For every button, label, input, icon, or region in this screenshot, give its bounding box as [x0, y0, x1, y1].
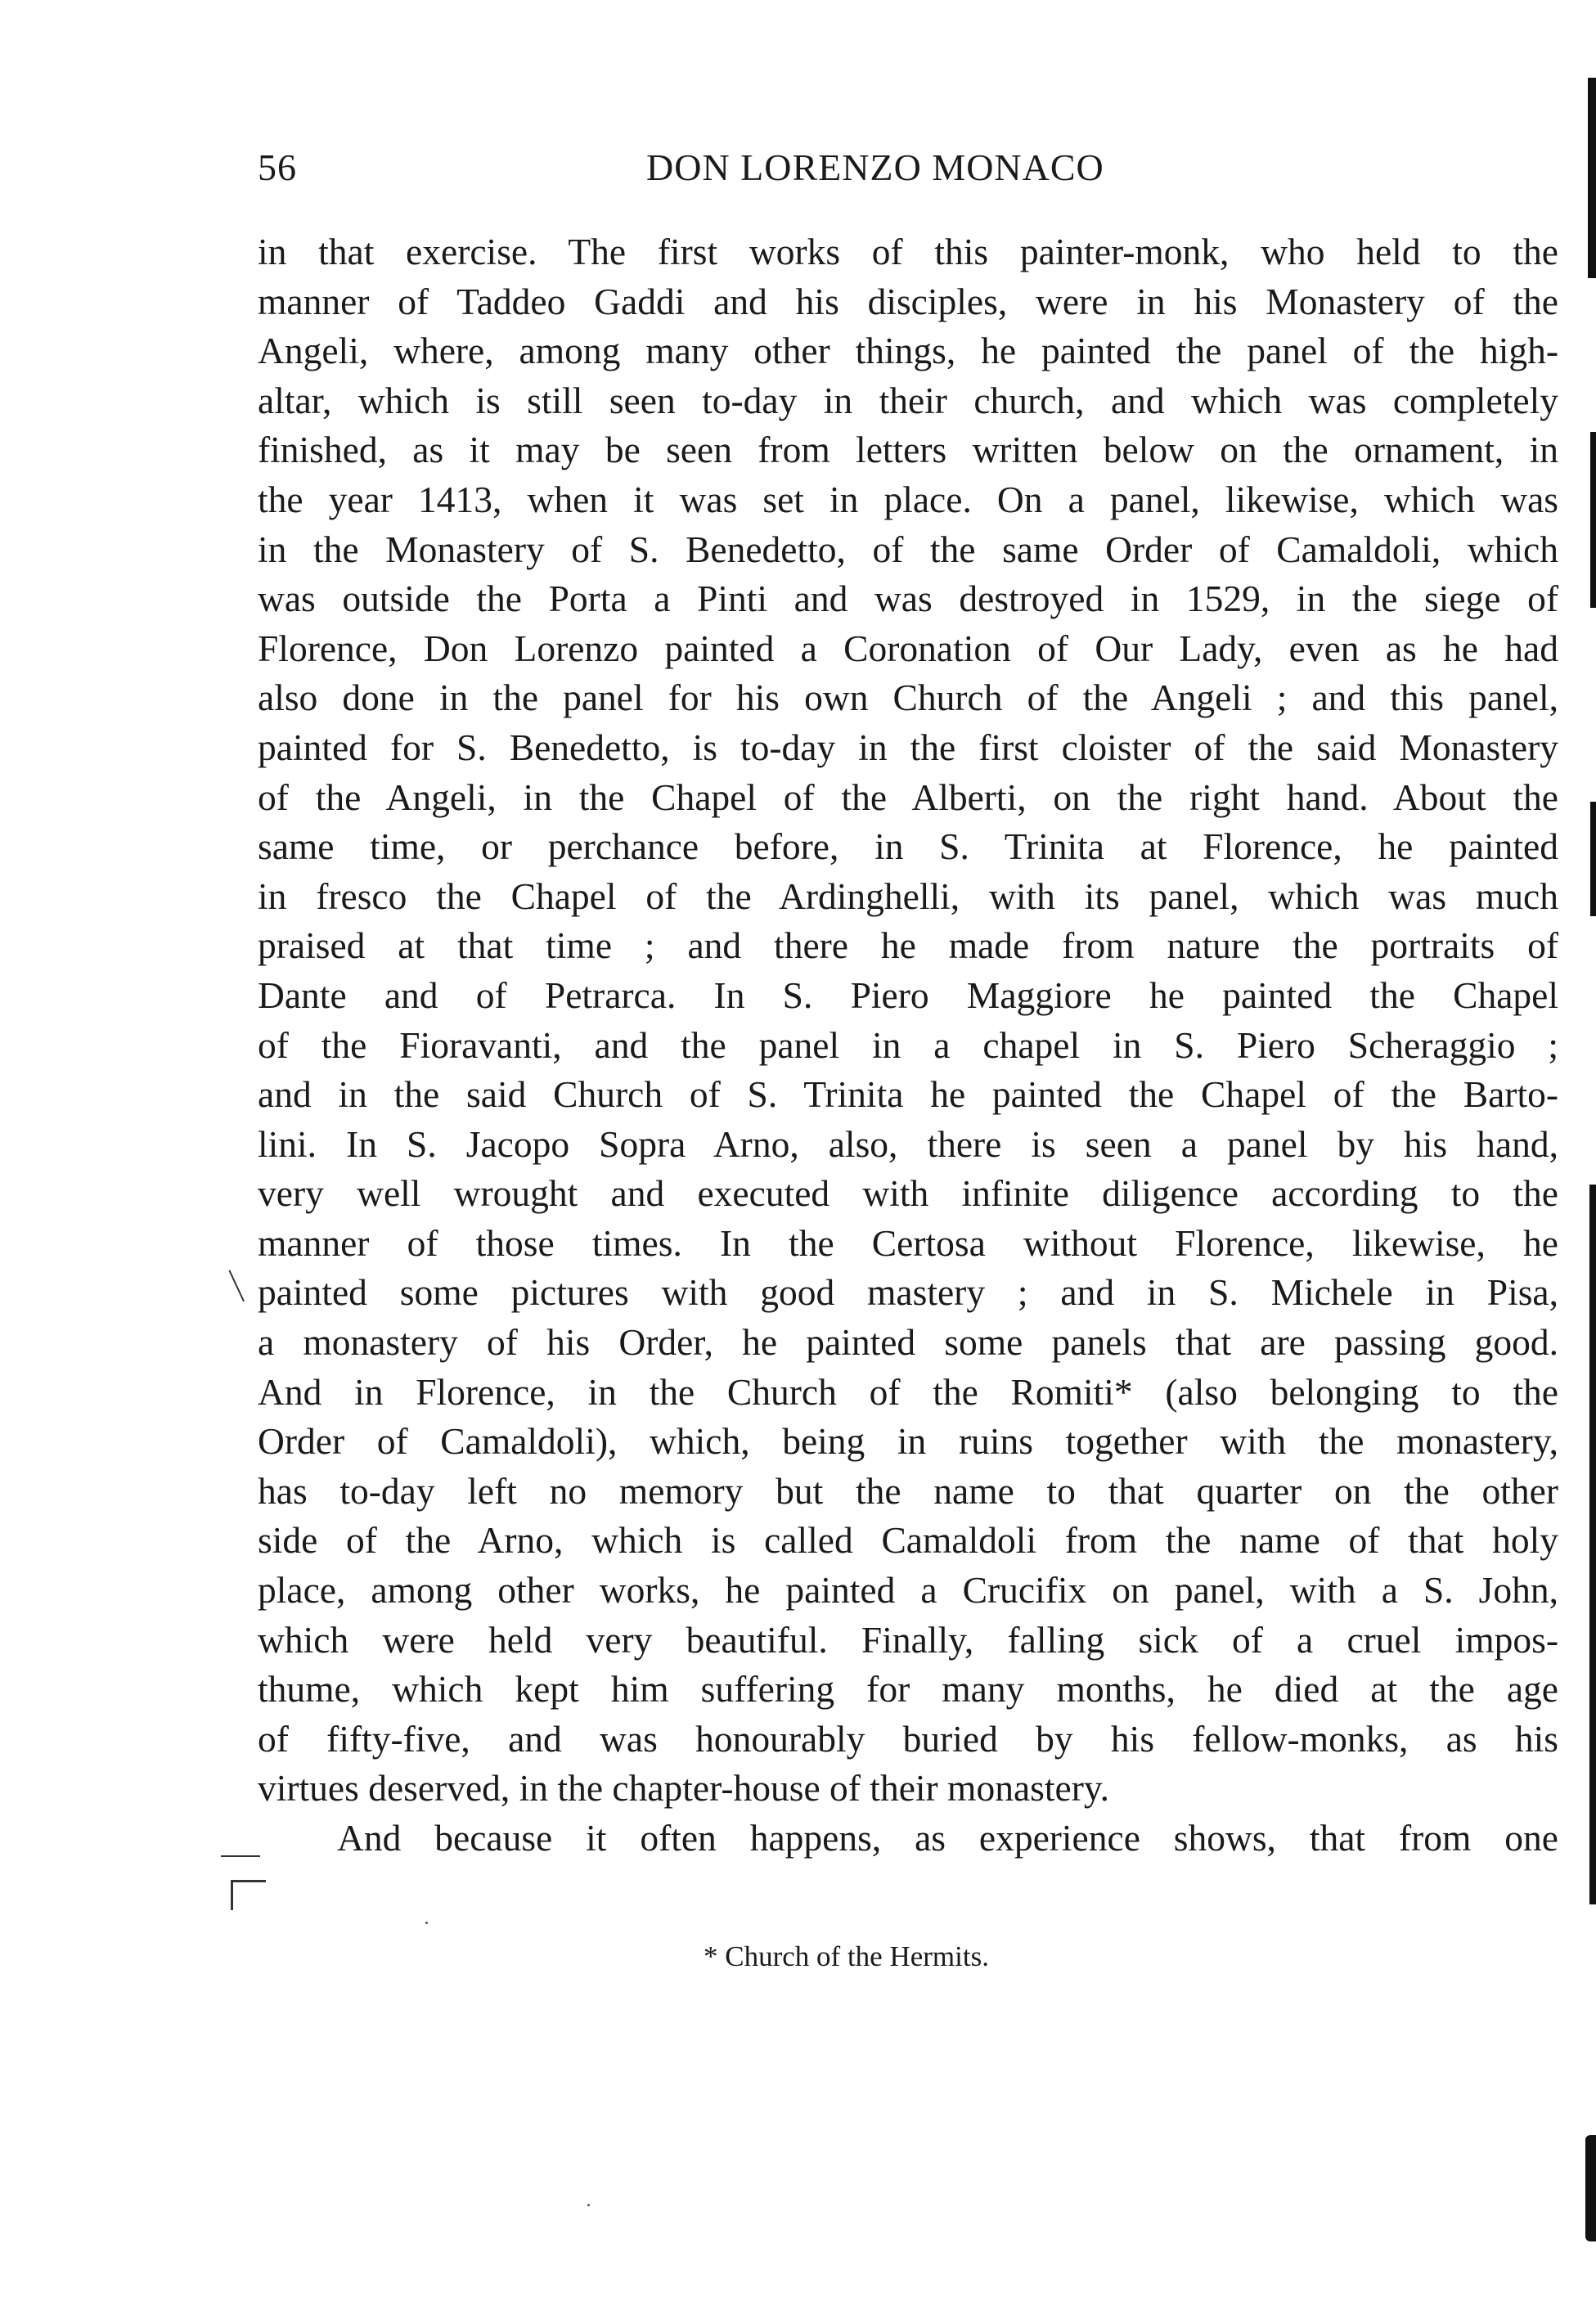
text-line: was outside the Porta a Pinti and was destroyed in 1529, in the siege of	[258, 578, 1558, 620]
text-line: manner of Taddeo Gaddi and his disciples, were in his Monastery of the	[258, 280, 1558, 322]
page-number: 56	[258, 146, 297, 188]
text-line: of the Fioravanti, and the panel in a chapel in S. Piero Scheraggio ;	[258, 1023, 1558, 1066]
text-line: in the Monastery of S. Benedetto, of the same Order of Camaldoli, which	[258, 528, 1558, 570]
pencil-tick-mark	[228, 1269, 247, 1302]
text-line: Florence, Don Lorenzo painted a Coronation of Our Lady, even as he had	[258, 627, 1558, 669]
text-line: Angeli, where, among many other things, he painted the panel of the high-	[258, 330, 1558, 372]
text-line: of the Angeli, in the Chapel of the Alberti, on the right hand. About the	[258, 776, 1558, 818]
text-line: a monastery of his Order, he painted some panels that are passing good.	[258, 1321, 1558, 1364]
text-line: place, among other works, he painted a Crucifix on panel, with a S. John,	[258, 1569, 1558, 1612]
footnote: * Church of the Hermits.	[704, 1940, 989, 1972]
text-line: also done in the panel for his own Church of the Angeli ; and this panel,	[258, 677, 1558, 719]
text-line: virtues deserved, in the chapter-house of their monastery.	[258, 1767, 1110, 1810]
dust-speck	[425, 1922, 428, 1924]
text-line: thume, which kept him suffering for many months, he died at the age	[258, 1668, 1558, 1711]
margin-bar-upper	[1590, 432, 1596, 608]
text-line: Dante and of Petrarca. In S. Piero Maggiore he painted the Chapel	[258, 973, 1558, 1016]
pencil-bracket-mark	[231, 1880, 266, 1910]
margin-bar-lower	[1589, 1185, 1596, 1904]
body-text	[258, 227, 1558, 1864]
text-line: the year 1413, when it was set in place. On a panel, likewise, which was	[258, 478, 1558, 520]
dust-speck	[587, 2204, 590, 2206]
text-line: finished, as it may be seen from letters written below on the ornament, in	[258, 429, 1558, 471]
text-line: And because it often happens, as experience shows, that from one	[337, 1817, 1558, 1859]
text-line: painted for S. Benedetto, is to-day in the first cloister of the said Monastery	[258, 726, 1558, 768]
text-line: and in the said Church of S. Trinita he painted the Chapel of the Barto-	[258, 1073, 1558, 1116]
text-line: altar, which is still seen to-day in their church, and which was completely	[258, 379, 1558, 421]
page-header	[258, 146, 1596, 195]
text-line: lini. In S. Jacopo Sopra Arno, also, there is seen a panel by his hand,	[258, 1122, 1558, 1165]
text-line: which were held very beautiful. Finally, falling sick of a cruel impos-	[258, 1618, 1558, 1661]
text-line: And in Florence, in the Church of the Romiti* (also belonging to the	[258, 1370, 1558, 1413]
text-line: in fresco the Chapel of the Ardinghelli, with its panel, which was much	[258, 874, 1558, 917]
pencil-underline-mark	[221, 1855, 260, 1857]
text-line: has to-day left no memory but the name to that quarter on the other	[258, 1469, 1558, 1512]
text-line: painted some pictures with good mastery ; and in S. Michele in Pisa,	[258, 1271, 1558, 1314]
text-line: same time, or perchance before, in S. Trinita at Florence, he painted	[258, 825, 1558, 868]
running-title: DON LORENZO MONACO	[646, 146, 1104, 188]
text-line: of fifty-five, and was honourably buried by his fellow-monks, as his	[258, 1717, 1558, 1760]
text-line: very well wrought and executed with infinite diligence according to the	[258, 1172, 1558, 1215]
text-line: side of the Arno, which is called Camaldoli from the name of that holy	[258, 1519, 1558, 1562]
text-line: praised at that time ; and there he made from nature the portraits of	[258, 924, 1558, 967]
text-line: Order of Camaldoli), which, being in ruins together with the monastery,	[258, 1420, 1558, 1463]
text-line: manner of those times. In the Certosa without Florence, likewise, he	[258, 1221, 1558, 1264]
margin-bar-bottom	[1585, 2135, 1596, 2241]
text-line: in that exercise. The first works of this painter-monk, who held to the	[258, 231, 1558, 272]
margin-bar-top	[1588, 78, 1596, 278]
margin-bar-middle	[1590, 802, 1596, 916]
